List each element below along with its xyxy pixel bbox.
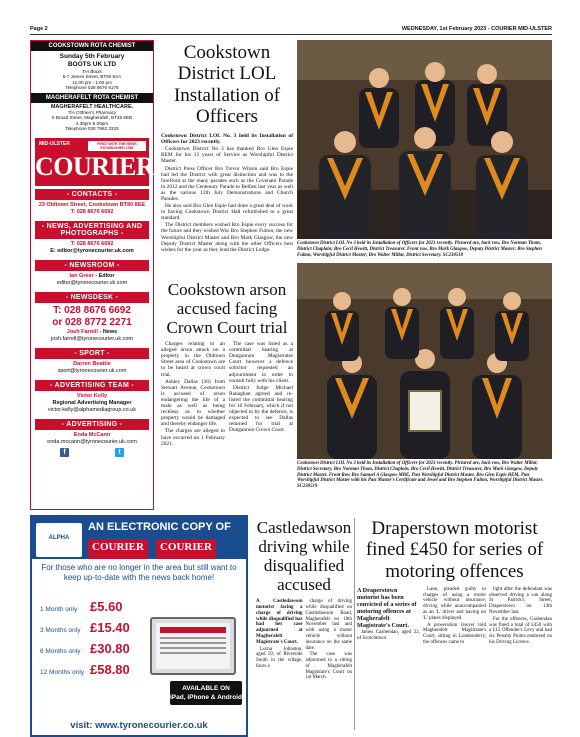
article4-col1 [357,587,420,647]
logo-badge: FIRST WITH THE NEWS ESTABLISHED 1980 [88,141,146,151]
price-label: 6 Months only [40,648,81,655]
rota1-line: 12.00 pm - 1.00 pm [72,79,112,85]
article-lol-installation [161,42,293,254]
adv-heading: - ADVERTISING - [35,419,149,430]
article1-para: He also said Bro Glen Espie had done a great deal of work in having Cookstown District Hall refurbished to a great standard. [161,203,293,222]
article3-para: The case was adjourned to a sitting of Magherafelt Magistrate's Court on 1st March. [305,652,352,681]
news-heading: - NEWS, ADVERTISING AND PHOTOGRAPHS - [35,221,149,239]
article1-lead: Cookstown District LOL No. 3 held its Installation of Officers for 2023 recently. [161,133,293,146]
price-amount: £5.60 [90,599,123,614]
price-row [40,620,130,641]
newsroom-email[interactable]: editor@tyronecourier.uk.com [56,279,128,286]
news-email[interactable]: E: editor@tyronecourier.uk.com [50,247,134,254]
screen-line [160,642,226,644]
photo1-caption: Cookstown District LOL No 3 held its Installation of Officers for 2023 recently. Pictured are, back row, Bro Norman Thom, District Chaplain; Bro Cecil Hewitt, District Treasurer. Front row, Bro Mark Glasgow, Deputy District Master; Bro Stephen Fulton, Worshipful District Master; Bro Walter Millar, District Secretary. SC230518 [297,241,542,258]
column-rule [354,518,355,730]
rota2-line: Telephone 028 7963 3333 [65,126,119,132]
rota2-name: MAGHERAFELT HEALTHCARE. [50,103,134,110]
photo-officers-2 [297,263,552,459]
article4-col2 [423,587,486,647]
sport-name: Darren Beattie [73,360,111,367]
contacts-tel: T: 028 8676 6692 [70,208,114,215]
adv-email[interactable]: enda.mccann@tyronecourier.uk.com [47,438,137,445]
article3-col1 [256,599,303,682]
available-badge [170,681,242,705]
article-castledawson [256,518,352,682]
rota1-name: BOOTS UK LTD [67,61,117,68]
electronic-copy-ad[interactable] [30,515,248,737]
adteam-name: Victor Kelly [76,392,108,399]
article1-headline: Cookstown District LOL Installation of Officers [173,42,281,127]
adteam-email[interactable]: victor.kelly@alphamediagroup.co.uk [47,406,137,413]
logo-word: COURIER [35,151,155,181]
page-header [30,26,552,35]
newsdesk-name: Josh Farrell [66,328,98,335]
newsroom-body [31,271,153,289]
price-list [40,599,130,683]
article4-lead: A Draperstown motorist has been convicted of a series of motoring offences at Magherafelt Magistrate's Court. [357,586,417,629]
screen-line [160,647,226,649]
article4-para: For the offences, Cashendan was fined a total of £450 with a £15 Offender's Levy and had six Penalty Points endorsed on his Driving Licence. [489,616,552,645]
price-amount: £30.80 [90,641,130,656]
contacts-heading: - CONTACTS - [35,189,149,200]
rota1-line: 5-7 James Street, BT80 8AA [62,74,122,80]
article2-columns [161,341,293,448]
adteam-role: Regional Advertising Manager [52,399,132,406]
alpha-logo: ALPHA [36,523,82,557]
newsdesk-heading: - NEWSDESK - [35,292,149,303]
article3-columns [256,599,352,682]
ad-strap: For those who are no longer in the area but still want to keep up-to-date with the news back home! [41,563,237,582]
article1-body [161,133,293,253]
newsdesk-email[interactable]: josh.farrell@tyronecourier.uk.com [50,335,133,342]
adv-body [31,430,153,459]
price-label: 3 Months only [40,627,81,634]
photo2-illustration [297,263,552,459]
price-row [40,599,130,620]
sidebar [30,40,154,510]
rota2-line: T/A O'Brien's Pharmacy [67,110,117,116]
article2-para: District Judge Michael Ranaghan agreed and re-listed the committal hearing for 10 February, which if not objected to by the defence, is expected to see Dallas returned for trial at Dungannon Crown Court. [229,384,293,434]
article1-para: Cookstown District No 3 has thanked Bro Glen Espie BEM for his 12 years of Service as Worshipful District Master. [161,146,293,165]
photo1-illustration [297,40,552,239]
article2-para: The charges are alleged to have occurred on 1 February 2021. [161,428,225,447]
screen-line [160,637,226,639]
social-links [33,448,151,457]
rota2-line: 4.30pm-5.00pm [75,120,109,126]
article1-para: The District members wished Bro Espie every success for the future and they wished Wor Bro Stephen Fulton, the new Worshipful District Master and Bro Mark Glasgow, the new Deputy District Master along with the other Officers best wishes for the year as they lead the District Lodge. [161,222,293,253]
sport-heading: - SPORT - [35,348,149,359]
rota2-block [31,103,153,134]
ad-heading: AN ELECTRONIC COPY OF [32,517,246,537]
article-draperstown [357,518,552,647]
courier-logo [35,138,155,186]
article3-lead: A Castledawson motorist facing a charge of driving while disqualified has had her case adjourned at Magherafelt Magistrate's Court. [256,599,303,645]
article1-para: District Press Officer Bro Trevor Wilson said Bro Espie had led the District with great distinction and was to the forefront at the many parades such as the Covenant Parade in 2012 and the Centenary Parade to Belfast last year as well as the various 12th July Demonstrations and Church Parades. [161,165,293,202]
rota2-line: 5 Broad Street, Magherafelt, BT45 6EB [52,115,132,121]
page-number: Page 2 [30,26,48,32]
newsroom-role: - Editor [93,272,115,279]
rota1-block [31,51,153,93]
photo2-caption: Cookstown District LOL No 3 held its Installation of Officers for 2023 recently. Pictured are, back row, Bro Walter Millar, District Secretary, Bro Norman Thom, District Chaplain, Bro Cecil Hewitt, District Treasurer, Bro Mark Glasgow, Deputy District Master. Front Row Bro Samuel A Glasgow MBE, Past Worshipful District Master, Bro Glen Espie BEM, Past Worshipful District Master with his Past Master's Certificate and Jewel and Bro Stephen Fulton, Worshipful District Master. SC230519 [297,461,544,490]
price-label: 12 Months only [40,669,85,676]
photo-officers-1 [297,40,552,239]
article2-headline: Cookstown arson accused facing Crown Court trial [166,280,288,338]
laptop-icon [150,617,236,675]
article4-para: light after the defendant was observed driving a van along St Patrick's Street, Draperstown on 13th November last. [489,586,552,615]
visit-link[interactable]: visit: www.tyronecourier.co.uk [70,720,208,731]
adteam-body [31,391,153,416]
article3-para: charge of driving while disqualified on Castledawson Road, Magherafelt on 18th November last and with using a motor vehicle without insurance on the same date. [305,599,352,651]
newsdesk-body [31,303,153,345]
date-line: WEDNESDAY, 1st February 2023 - COURIER MID-ULSTER [401,26,552,32]
rota1-line: Telephone 028 8676 6176 [65,85,119,91]
article4-para: A prosecution lawyer told Magherafelt Magistrate's Court, sitting in Londonderry, the offences came to [423,622,486,645]
available-line2: iPad, iPhone & Android [170,694,242,701]
contacts-address: 23 Oldtown Street, Cookstown BT80 8EE [38,201,146,208]
sport-body [31,359,153,377]
laptop-screen [156,623,230,669]
screen-headline-bar [160,627,226,633]
article4-columns [357,587,552,647]
facebook-icon[interactable]: f [60,448,69,457]
article4-headline: Draperstown motorist fined £450 for series of motoring offences [365,518,544,582]
article3-headline: Castledawson driving while disqualified accused [256,518,352,595]
newsroom-name: Ian Greer [69,272,94,279]
logo-small: MID-ULSTER [39,140,70,147]
price-label: 1 Month only [40,606,78,613]
adv-name: Enda McCann [73,431,111,438]
newsdesk-role: - News [97,328,118,335]
rota1-line: T/A Boots [82,69,102,74]
newsroom-heading: - NEWSROOM - [35,260,149,271]
available-line1: AVAILABLE ON [182,685,230,692]
article2-para: Ashley Dallas (36) from Stewart Avenue, Cookstown is accused of arson endangering the life of a male as well as being reckless as to whether property would be damaged and thereby endanger life. [161,378,225,428]
article4-para: James Cashendan, aged 22, of Scotchtown [357,629,420,641]
sport-email[interactable]: sport@tyronecourier.uk.com [57,367,127,374]
article-arson-accused [161,280,293,448]
price-amount: £58.80 [90,662,130,677]
rota1-heading: COOKSTOWN ROTA CHEMIST [31,41,153,51]
adteam-heading: - ADVERTISING TEAM - [35,380,149,391]
article3-para: Lorna Johnston, aged 59, of Riverside South in the village, faces a [256,646,303,669]
article2-col1 [161,341,225,448]
midulster-courier-logo: COURIER [156,539,216,559]
screen-line [160,652,226,654]
article4-col3 [489,587,552,647]
article3-col2 [306,599,353,682]
newsdesk-tel2: or 028 8772 2271 [52,316,132,328]
tyrone-courier-logo: COURIER [88,539,148,559]
newsdesk-tel1: T: 028 8676 6692 [53,304,131,316]
news-tel: T: 028 8676 6692 [70,240,114,247]
price-row [40,641,130,662]
twitter-icon[interactable]: t [115,448,124,457]
price-amount: £15.40 [90,620,130,635]
rota2-heading: MAGHERAFELT ROTA CHEMIST [31,93,153,103]
price-row [40,662,130,683]
article2-para: The case was listed as a committal hearing at Dungannon Magistrates Court however a defence solicitor requested an adjournment in order to consult fully with his client. [229,341,293,384]
article2-para: Charges relating to an alleged arson attack on a property in the Oldtown Street area of Cookstown are to be heard at crown court trial. [161,341,225,378]
rota1-day: Sunday 5th February [59,53,125,60]
news-body [31,239,153,257]
article2-col2 [229,341,293,448]
article4-para: Lane, pleaded guilty to charges of using a motor vehicle without insurance; driving while unaccompanied as an 'L' driver and having no 'L' plates displayed. [423,586,486,621]
contacts-body [31,200,153,218]
